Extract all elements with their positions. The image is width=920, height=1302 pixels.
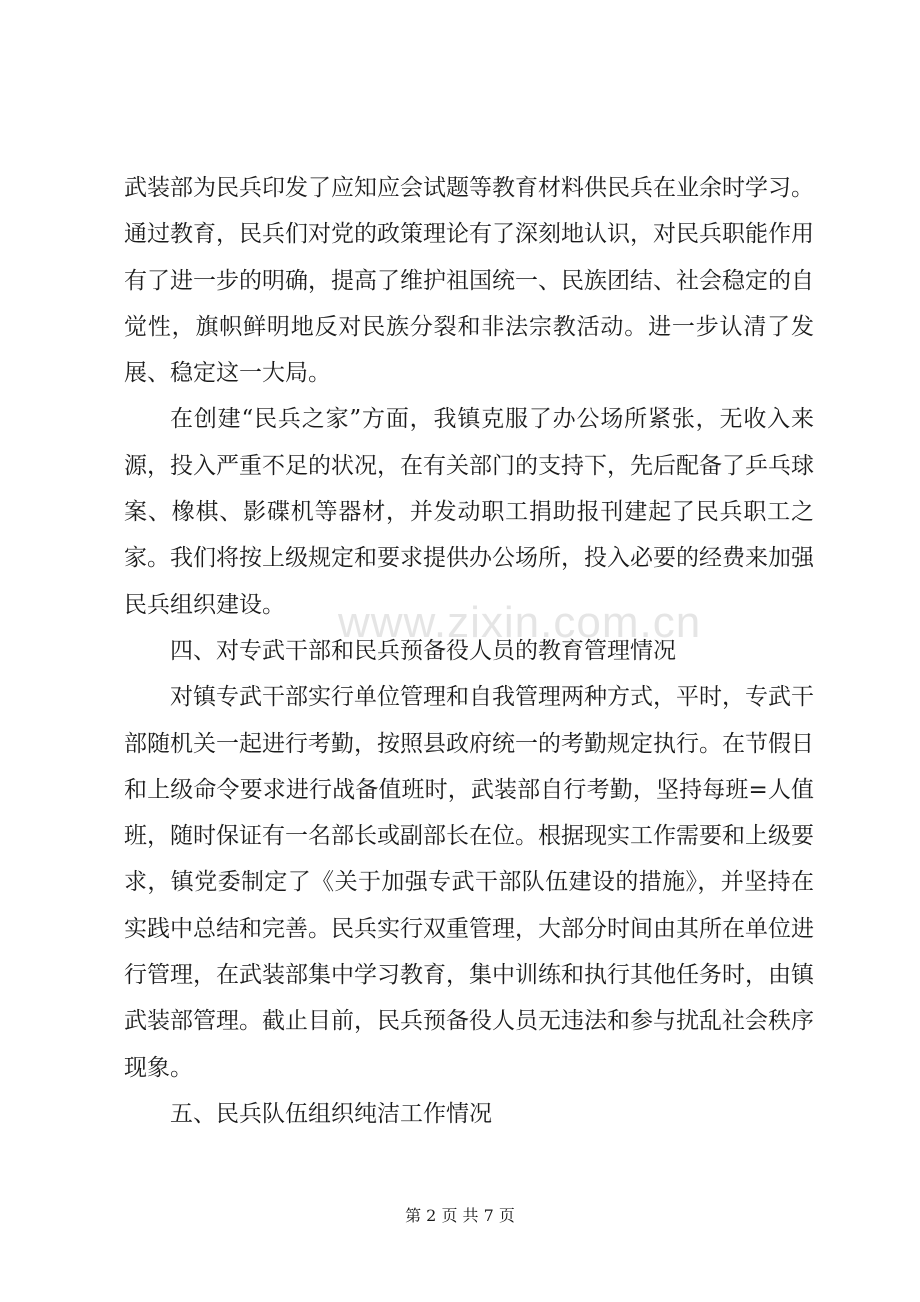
paragraph-militia-home: 在创建“民兵之家”方面，我镇克服了办公场所紧张，无收入来源，投入严重不足的状况，在有关部门的支持下，先后配备了乒乓球案、橡棋、影碟机等器材，并发动职工捐助报刊建起了民兵职工之家。我们将按上级规定和要求提供办公场所，投入必要的经费来加强民兵组织建设。: [124, 406, 814, 618]
document-body: [124, 165, 814, 1137]
section-heading-five: 五、民兵队伍组织纯洁工作情况: [170, 1100, 492, 1127]
page-footer: 第 2 页 共 7 页: [405, 1206, 515, 1225]
watermark: www.zixin.com.cn: [338, 598, 702, 647]
paragraph-militia-education: 武装部为民兵印发了应知应会试题等教育材料供民兵在业余时学习。通过教育，民兵们对党的政策理论有了深刻地认识，对民兵职能作用有了进一步的明确，提高了维护祖国统一、民族团结、社会稳定的自觉性，旗帜鲜明地反对民族分裂和非法宗教活动。进一步认清了发展、稳定这一大局。: [124, 175, 814, 387]
section-heading-four: 四、对专武干部和民兵预备役人员的教育管理情况: [170, 637, 676, 664]
paragraph-cadre-management: 对镇专武干部实行单位管理和自我管理两种方式，平时，专武干部随机关一起进行考勤，按照县政府统一的考勤规定执行。在节假日和上级命令要求进行战备值班时，武装部自行考勤，坚持每班=人值班，随时保证有一名部长或副部长在位。根据现实工作需要和上级要求，镇党委制定了《关于加强专武干部队伍建设的措施》，并坚持在实践中总结和完善。民兵实行双重管理，大部分时间由其所在单位进行管理，在武装部集中学习教育，集中训练和执行其他任务时，由镇武装部管理。截止目前，民兵预备役人员无违法和参与扰乱社会秩序现象。: [124, 684, 814, 1081]
